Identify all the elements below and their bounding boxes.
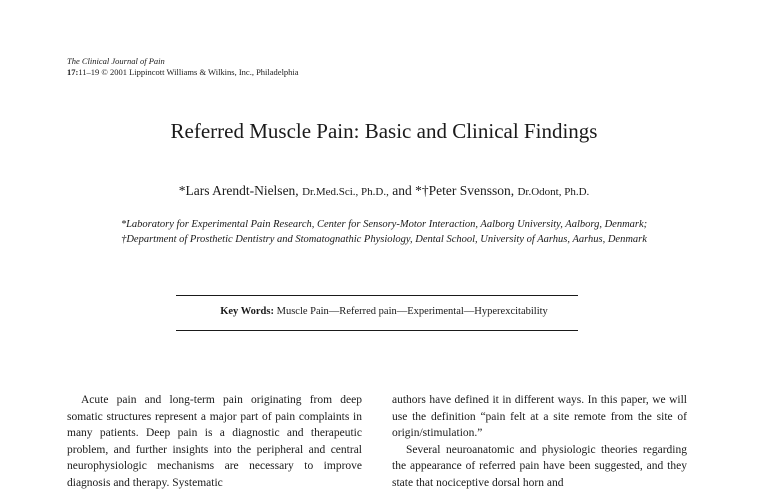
author-2-name: *†Peter Svensson, [415,183,514,198]
body-paragraph-2: authors have defined it in different ways. In this paper, we will use the definition “pain felt at a site remote from the site of origin/stimulation.” [392,392,687,442]
keywords-top-rule [176,295,578,296]
journal-volume: 17: [67,67,78,77]
author-conjunction: and [392,183,412,198]
body-left-column [67,392,362,491]
affiliations [0,217,768,247]
paper-title: Referred Muscle Pain: Basic and Clinical Findings [0,118,768,144]
journal-citation [67,67,299,78]
affiliation-1: *Laboratory for Experimental Pain Research, Center for Sensory-Motor Interaction, Aalborg University, Aalborg, Denmark; [0,217,768,232]
body-paragraph-3: Several neuroanatomic and physiologic theories regarding the appearance of referred pain have been suggested, and they state that nociceptive dorsal horn and [392,442,687,491]
journal-header [67,56,299,78]
author-1-degrees: Dr.Med.Sci., Ph.D., [302,186,389,198]
author-line [0,182,768,201]
affiliation-2: †Department of Prosthetic Dentistry and Stomatognathic Physiology, Dental School, University of Aarhus, Aarhus, Denmark [0,232,768,247]
body-right-column [392,392,687,491]
keywords-label: Key Words: [220,306,274,317]
journal-name: The Clinical Journal of Pain [67,56,299,67]
author-2-degrees: Dr.Odont, Ph.D. [517,186,589,198]
keywords-text: Muscle Pain—Referred pain—Experimental—Hyperexcitability [277,306,548,317]
body-paragraph-1: Acute pain and long-term pain originating from deep somatic structures represent a major part of pain complaints in many patients. Deep pain is a diagnostic and therapeutic problem, and further insights into the peripheral and central neurophysiologic mechanisms are necessary to improve diagnosis and therapy. Systematic [67,392,362,491]
keywords [0,305,768,319]
journal-citation-rest: 11–19 © 2001 Lippincott Williams & Wilkins, Inc., Philadelphia [78,67,298,77]
author-1-name: *Lars Arendt-Nielsen, [179,183,299,198]
keywords-bottom-rule [176,330,578,331]
